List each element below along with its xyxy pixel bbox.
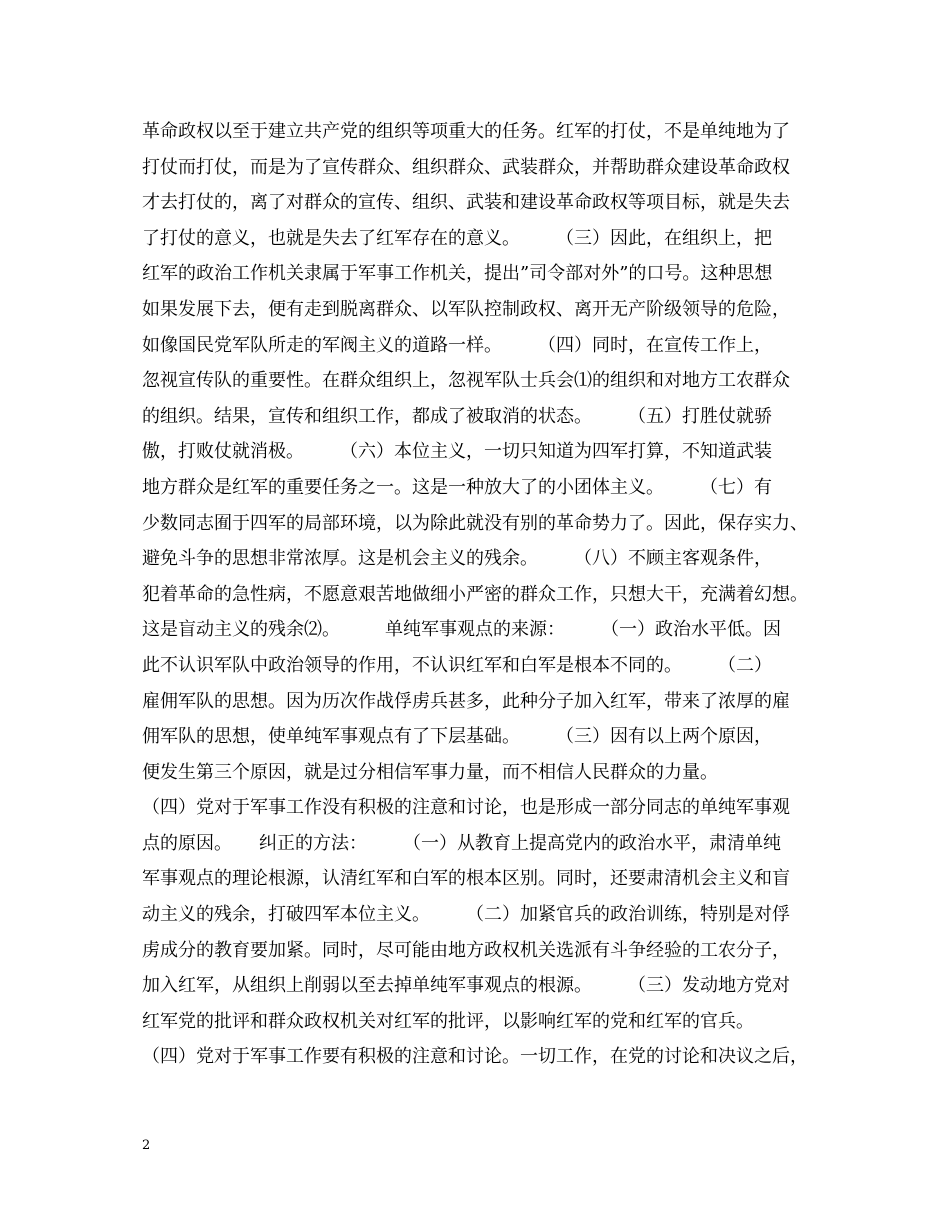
text-line: 了打仗的意义，也就是失去了红军存在的意义。 （三）因此，在组织上，把	[142, 227, 772, 249]
text-line: 忽视宣传队的重要性。在群众组织上，忽视军队士兵会⑴的组织和对地方工农群众	[142, 370, 790, 392]
text-line: 如果发展下去，便有走到脱离群众、以军队控制政权、离开无产阶级领导的危险，	[142, 298, 790, 320]
text-line: 的组织。结果，宣传和组织工作，都成了被取消的状态。 （五）打胜仗就骄	[142, 405, 772, 427]
text-line: 红军的政治工作机关隶属于军事工作机关，提出”司令部对外”的口号。这种思想	[142, 263, 773, 285]
text-line: 才去打仗的，离了对群众的宣传、组织、武装和建设革命政权等项目标，就是失去	[142, 192, 790, 214]
body-text	[142, 114, 842, 1075]
text-line: 傲，打败仗就消极。 （六）本位主义，一切只知道为四军打算，不知道武装	[142, 441, 772, 463]
text-line: 如像国民党军队所走的军阀主义的道路一样。 （四）同时，在宣传工作上，	[142, 334, 772, 356]
text-line: 雇佣军队的思想。因为历次作战俘虏兵甚多，此种分子加入红军，带来了浓厚的雇	[142, 690, 790, 712]
page-number: 2	[142, 1138, 151, 1153]
text-line: 加入红军，从组织上削弱以至去掉单纯军事观点的根源。 （三）发动地方党对	[142, 975, 790, 997]
text-line: 避免斗争的思想非常浓厚。这是机会主义的残余。 （八）不顾主客观条件，	[142, 548, 772, 570]
text-line: 此不认识军队中政治领导的作用，不认识红军和白军是根本不同的。 （二）	[142, 654, 772, 676]
text-line: （四）党对于军事工作要有积极的注意和讨论。一切工作，在党的讨论和决议之后，	[142, 1046, 808, 1068]
text-line: 地方群众是红军的重要任务之一。这是一种放大了的小团体主义。 （七）有	[142, 476, 772, 498]
text-line: 佣军队的思想，使单纯军事观点有了下层基础。 （三）因有以上两个原因，	[142, 726, 772, 748]
text-line: 虏成分的教育要加紧。同时，尽可能由地方政权机关选派有斗争经验的工农分子，	[142, 939, 790, 961]
text-line: 犯着革命的急性病，不愿意艰苦地做细小严密的群众工作，只想大干，充满着幻想。	[142, 583, 808, 605]
text-line: 少数同志囿于四军的局部环境，以为除此就没有别的革命势力了。因此，保存实力、	[142, 512, 808, 534]
text-line: 打仗而打仗，而是为了宣传群众、组织群众、武装群众，并帮助群众建设革命政权	[142, 156, 790, 178]
text-line: 红军党的批评和群众政权机关对红军的批评，以影响红军的党和红军的官兵。	[142, 1010, 754, 1032]
text-line: 革命政权以至于建立共产党的组织等项重大的任务。红军的打仗，不是单纯地为了	[142, 121, 790, 142]
text-line: 动主义的残余，打破四军本位主义。 （二）加紧官兵的政治训练，特别是对俘	[142, 904, 790, 926]
text-line: 便发生第三个原因，就是过分相信军事力量，而不相信人民群众的力量。	[142, 761, 718, 783]
text-line: 点的原因。 纠正的方法： （一）从教育上提高党内的政治水平，肃清单纯	[142, 832, 781, 854]
text-line: 军事观点的理论根源，认清红军和白军的根本区别。同时，还要肃清机会主义和盲	[142, 868, 790, 890]
text-line: （四）党对于军事工作没有积极的注意和讨论，也是形成一部分同志的单纯军事观	[142, 797, 790, 819]
text-line: 这是盲动主义的残余⑵。 单纯军事观点的来源： （一）政治水平低。因	[142, 619, 781, 641]
